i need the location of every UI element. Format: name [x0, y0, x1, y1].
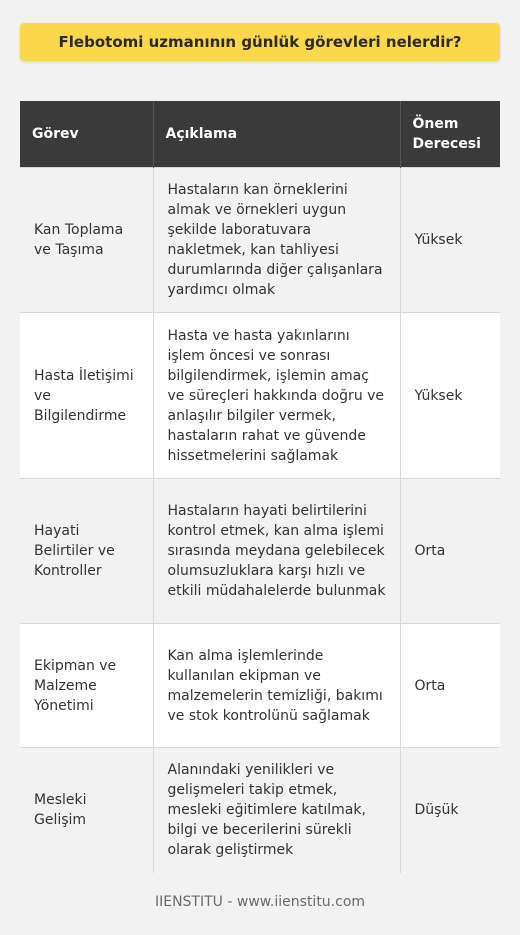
description-cell: Kan alma işlemlerinde kullanılan ekipman ve malzemelerin temizliği, bakımı ve stok kontrolünü sağlamak [153, 624, 400, 748]
importance-cell: Düşük [400, 748, 500, 873]
table-header-row [20, 101, 500, 168]
description-cell: Hasta ve hasta yakınlarını işlem öncesi ve sonrası bilgilendirmek, işlemin amaç ve süreçleri hakkında doğru ve anlaşılır bilgiler vermek, hastaların rahat ve güvende hissetmelerini sağlamak [153, 313, 400, 479]
table-row [20, 624, 500, 748]
importance-cell: Orta [400, 624, 500, 748]
table-row [20, 168, 500, 313]
task-cell: Hayati Belirtiler ve Kontroller [20, 479, 153, 624]
importance-cell: Orta [400, 479, 500, 624]
task-cell: Hasta İletişimi ve Bilgilendirme [20, 313, 153, 479]
table-row [20, 479, 500, 624]
table-row [20, 748, 500, 873]
header-description: Açıklama [153, 101, 400, 168]
tasks-table [20, 101, 500, 873]
description-cell: Hastaların kan örneklerini almak ve örnekleri uygun şekilde laboratuvara nakletmek, kan tahliyesi durumlarında diğer çalışanlara yardımcı olmak [153, 168, 400, 313]
table-row [20, 313, 500, 479]
task-cell: Kan Toplama ve Taşıma [20, 168, 153, 313]
description-cell: Alanındaki yenilikleri ve gelişmeleri takip etmek, mesleki eğitimlere katılmak, bilgi ve becerilerini sürekli olarak geliştirmek [153, 748, 400, 873]
description-cell: Hastaların hayati belirtilerini kontrol etmek, kan alma işlemi sırasında meydana gelebilecek olumsuzluklara karşı hızlı ve etkili müdahalelerde bulunmak [153, 479, 400, 624]
importance-cell: Yüksek [400, 168, 500, 313]
footer-credit: IIENSTITU - www.iienstitu.com [154, 894, 366, 910]
task-cell: Ekipman ve Malzeme Yönetimi [20, 624, 153, 748]
header-importance: Önem Derecesi [400, 101, 500, 168]
page-title: Flebotomi uzmanının günlük görevleri nelerdir? [20, 23, 500, 61]
task-cell: Mesleki Gelişim [20, 748, 153, 873]
importance-cell: Yüksek [400, 313, 500, 479]
header-task: Görev [20, 101, 153, 168]
